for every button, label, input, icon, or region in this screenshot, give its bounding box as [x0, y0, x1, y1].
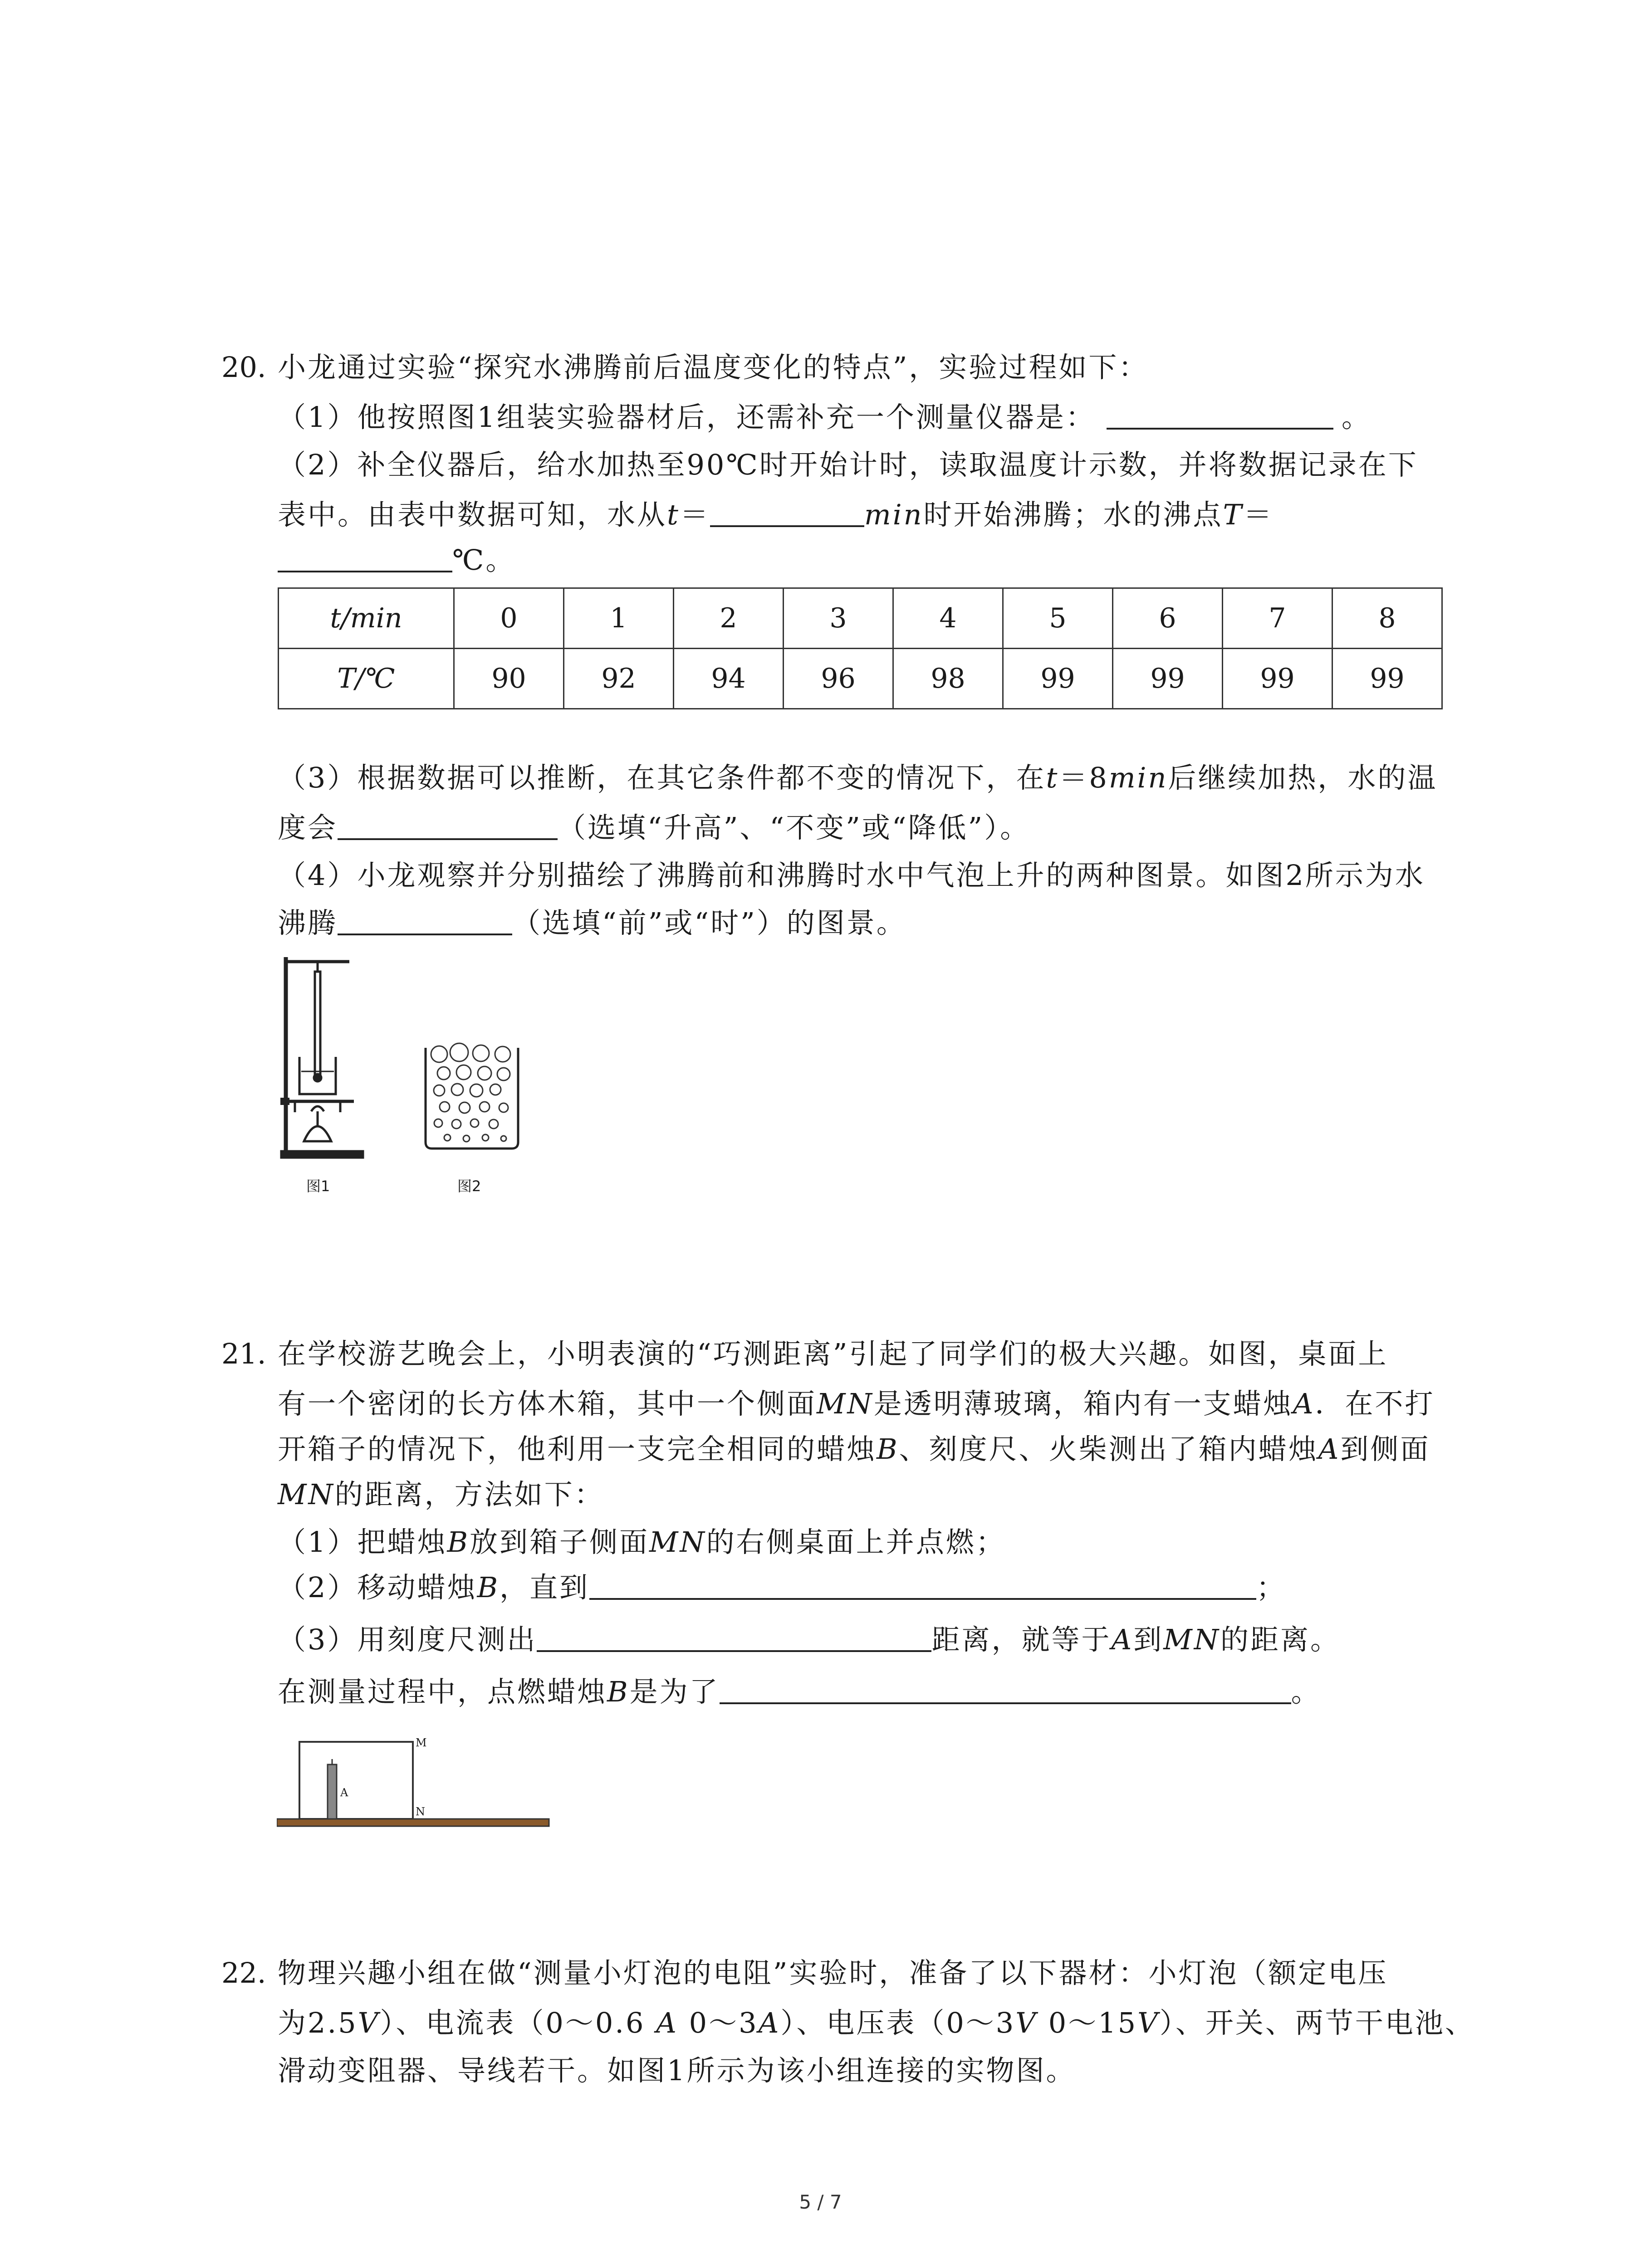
table-row — [279, 588, 1442, 649]
q20-part2-line1: （2）补全仪器后，给水加热至90℃时开始计时，读取温度计示数，并将数据记录在下 — [278, 448, 1418, 481]
q21-blank-purpose[interactable] — [720, 1674, 1291, 1704]
page-number: 5 / 7 — [799, 2191, 842, 2213]
table-cell: 90 — [454, 649, 564, 709]
question-21-line4: MN的距离，方法如下： — [278, 1478, 604, 1511]
q20-part3-line1: （3）根据数据可以推断，在其它条件都不变的情况下，在t＝8min后继续加热，水的温 — [278, 761, 1438, 794]
table-cell: 3 — [784, 588, 893, 649]
table-cell: 94 — [674, 649, 784, 709]
q21-figure-box — [277, 1724, 558, 1828]
q20-figure1-caption: 图1 — [306, 1178, 330, 1195]
table-header-time: t/min — [279, 588, 454, 649]
q20-blank-boil-time[interactable] — [710, 497, 864, 527]
question-22-number: 22. — [221, 1956, 266, 1989]
q20-part2-line3: ℃。 — [278, 542, 515, 578]
q20-figure2-bubbles — [417, 1034, 526, 1152]
q20-part2-line2: 表中。由表中数据可知，水从t＝ min时开始沸腾；水的沸点T＝ — [278, 498, 1274, 531]
q21-label-A: A — [340, 1786, 348, 1799]
table-header-temperature: T/℃ — [279, 649, 454, 709]
table-cell: 5 — [1003, 588, 1113, 649]
question-20-number: 20. — [221, 351, 266, 384]
q21-step4: 在测量过程中，点燃蜡烛B是为了 。 — [278, 1675, 1321, 1708]
table-cell: 98 — [893, 649, 1003, 709]
q21-step1: （1）把蜡烛B放到箱子侧面MN的右侧桌面上并点燃； — [278, 1525, 1006, 1559]
table-cell: 0 — [454, 588, 564, 649]
q21-blank-move-until[interactable] — [589, 1570, 1256, 1600]
table-cell: 99 — [1113, 649, 1223, 709]
question-21-line3: 开箱子的情况下，他利用一支完全相同的蜡烛B、刻度尺、火柴测出了箱内蜡烛A到侧面 — [278, 1432, 1430, 1466]
table-cell: 99 — [1332, 649, 1442, 709]
question-22-line1: 物理兴趣小组在做“测量小灯泡的电阻”实验时，准备了以下器材：小灯泡（额定电压 — [278, 1956, 1388, 1989]
question-21-line2: 有一个密闭的长方体木箱，其中一个侧面MN是透明薄玻璃，箱内有一支蜡烛A．在不打 — [278, 1387, 1435, 1420]
table-cell: 6 — [1113, 588, 1223, 649]
question-22-line2: 为2.5V）、电流表（0～0.6 A 0～3A）、电压表（0～3V 0～15V）、开关、两节干电池、 — [278, 2006, 1475, 2039]
q20-blank-before-during[interactable] — [338, 905, 512, 935]
q21-label-N: N — [416, 1805, 425, 1818]
q20-part1: （1）他按照图1组装实验器材后，还需补充一个测量仪器是： 。 — [278, 401, 1372, 434]
q21-blank-measure-distance[interactable] — [537, 1622, 931, 1652]
q20-figure1-apparatus — [268, 948, 372, 1161]
table-cell: 92 — [564, 649, 674, 709]
q20-blank-instrument[interactable] — [1107, 400, 1333, 430]
q20-blank-temperature-trend[interactable] — [338, 810, 558, 840]
table-cell: 8 — [1332, 588, 1442, 649]
table-cell: 2 — [674, 588, 784, 649]
q21-label-M: M — [416, 1736, 427, 1749]
q20-data-table — [278, 587, 1443, 709]
question-21-line1: 在学校游艺晚会上，小明表演的“巧测距离”引起了同学们的极大兴趣。如图，桌面上 — [278, 1337, 1388, 1370]
table-cell: 99 — [1003, 649, 1113, 709]
table-cell: 4 — [893, 588, 1003, 649]
q20-blank-boiling-point[interactable] — [278, 543, 452, 572]
question-22-line3: 滑动变阻器、导线若干。如图1所示为该小组连接的实物图。 — [278, 2054, 1076, 2087]
q20-part4-line2: 沸腾 （选填“前”或“时”）的图景。 — [278, 906, 906, 939]
table-cell: 7 — [1223, 588, 1332, 649]
question-21-number: 21. — [221, 1337, 266, 1370]
question-20-stem: 小龙通过实验“探究水沸腾前后温度变化的特点”，实验过程如下： — [278, 351, 1149, 384]
q21-step3: （3）用刻度尺测出 距离，就等于A到MN的距离。 — [278, 1623, 1341, 1656]
q20-figure2-caption: 图2 — [457, 1178, 481, 1195]
table-cell: 96 — [784, 649, 893, 709]
q20-part3-line2: 度会 （选填“升高”、“不变”或“降低”）。 — [278, 811, 1030, 844]
table-cell: 1 — [564, 588, 674, 649]
table-cell: 99 — [1223, 649, 1332, 709]
q21-step2: （2）移动蜡烛B，直到 ； — [278, 1571, 1287, 1604]
q20-part4-line1: （4）小龙观察并分别描绘了沸腾前和沸腾时水中气泡上升的两种图景。如图2所示为水 — [278, 859, 1425, 892]
table-row — [279, 649, 1442, 709]
